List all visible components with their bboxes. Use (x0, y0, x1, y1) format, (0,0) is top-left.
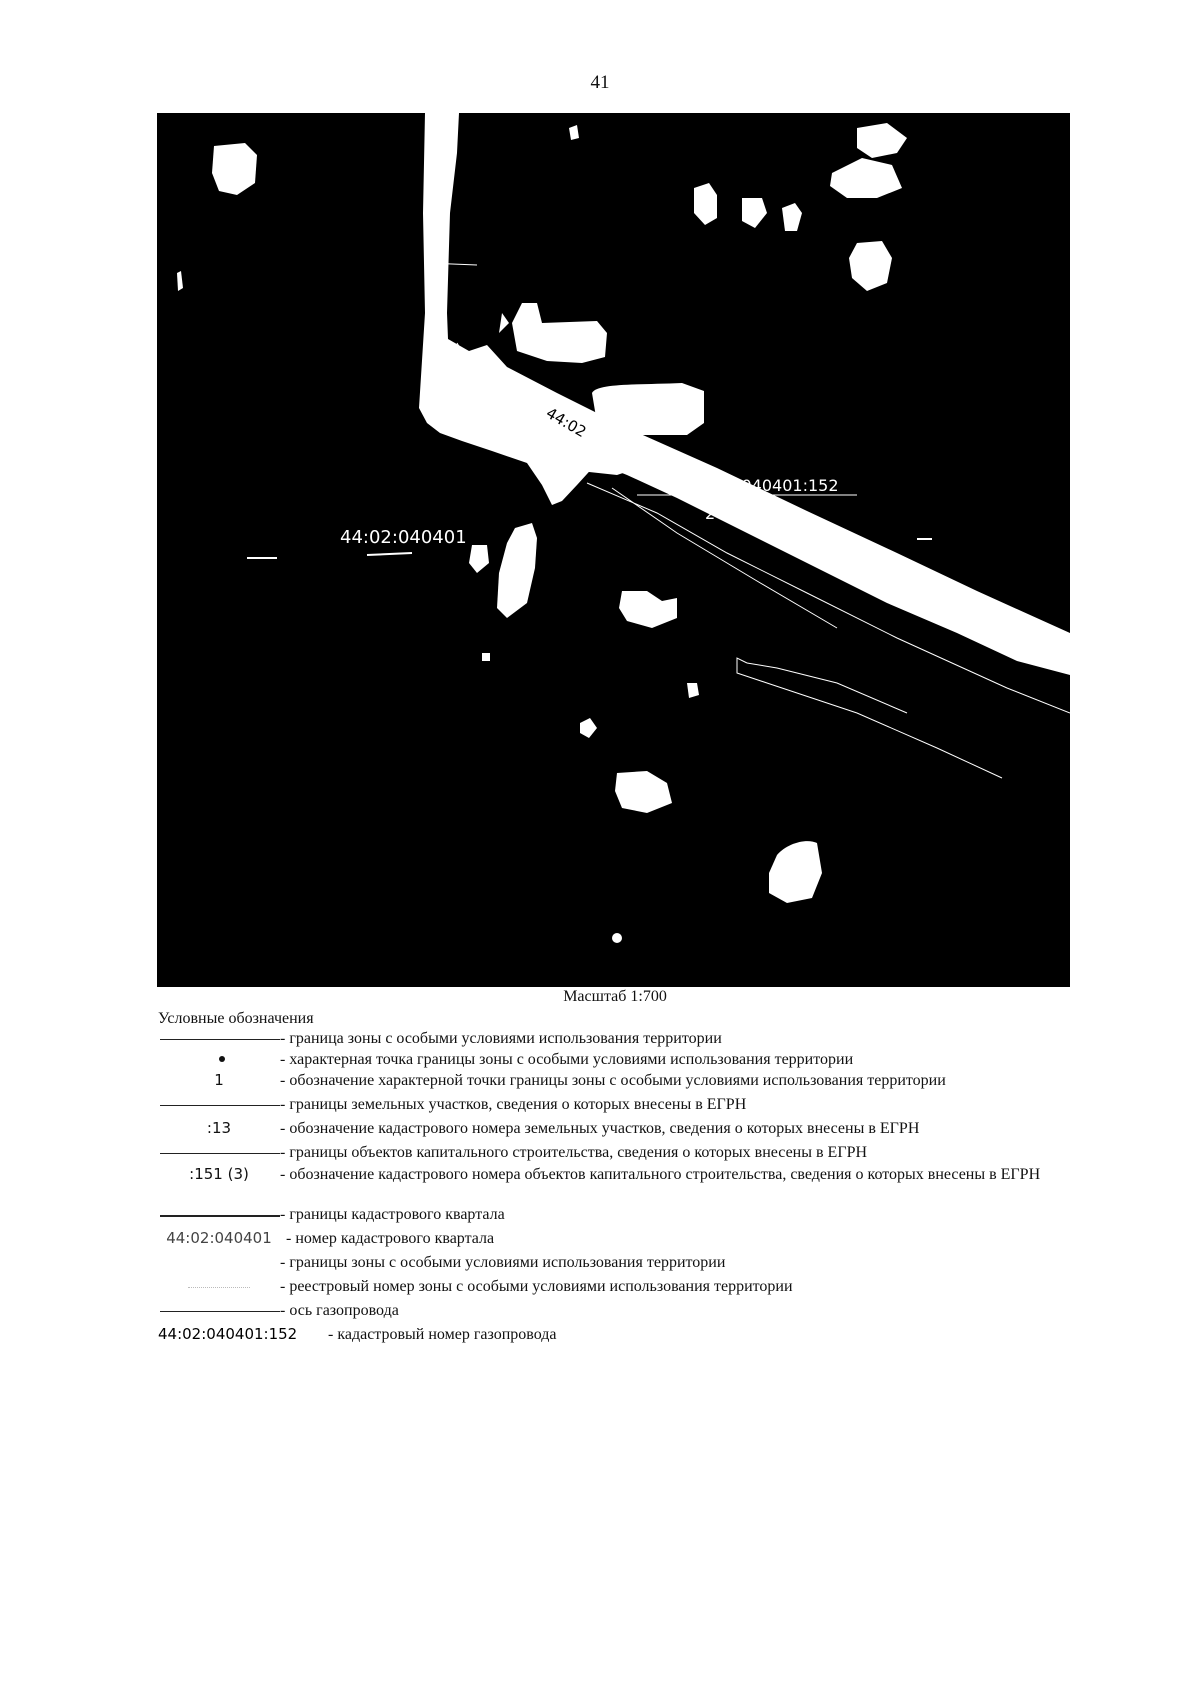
blob-building (857, 123, 907, 158)
building-number-symbol: :151 (3) (189, 1165, 249, 1183)
quarter-number-symbol: 44:02:040401 (166, 1229, 272, 1247)
legend-row-building-boundary (158, 1144, 1078, 1166)
zone-boundary (747, 663, 907, 713)
legend-text: - обозначение характерной точки границы зоны с особыми условиями использования территории (280, 1072, 946, 1089)
legend-row-parcel-boundary (158, 1096, 1078, 1120)
gas-axis-symbol (158, 1302, 280, 1319)
blob-building (615, 771, 672, 813)
zone-registry-symbol (158, 1278, 280, 1295)
legend-row-zone-point (158, 1051, 1078, 1072)
quarter-boundary (367, 553, 412, 555)
legend-text: - обозначение кадастрового номера объектов капитального строительства, сведения о которых внесены в ЕГРН (280, 1166, 1041, 1183)
blob-building (619, 591, 677, 628)
point-symbol (158, 1051, 280, 1068)
blob-building (580, 718, 597, 738)
blob-building (177, 271, 183, 291)
legend-text: - границы кадастрового квартала (280, 1206, 505, 1223)
zone-boundary-symbol (158, 1030, 280, 1047)
gas-pipeline-axis (587, 483, 1070, 713)
blob-building (849, 241, 892, 291)
cadastral-map (157, 113, 1070, 987)
blob-building (612, 933, 622, 943)
legend-text: - границы объектов капитального строительства, сведения о которых внесены в ЕГРН (280, 1144, 868, 1161)
legend-title: Условные обозначения (158, 1010, 314, 1027)
legend-row-zone-registry (158, 1278, 1078, 1302)
blob-building (499, 313, 509, 333)
legend-text: - ось газопровода (280, 1302, 399, 1319)
road-parcel-label: 44:02 (543, 403, 590, 442)
blob-building (694, 183, 717, 225)
blob-building (592, 383, 704, 435)
blob-building (769, 841, 822, 903)
pipeline-cadastral-label: 44:02:040401:152 (690, 476, 839, 495)
zone-boundary (737, 658, 1002, 778)
point-label-symbol: 1 (214, 1071, 224, 1089)
parcel-boundary-symbol (158, 1096, 280, 1113)
legend-row-quarter-number (158, 1230, 1078, 1254)
legend-row-pipeline-number (158, 1326, 1078, 1350)
pipeline-number-symbol: 44:02:040401:152 (158, 1325, 298, 1343)
page-number: 41 (590, 72, 610, 93)
building-boundary-symbol (158, 1144, 280, 1161)
legend-text: - номер кадастрового квартала (286, 1230, 495, 1247)
blob-building (782, 203, 802, 231)
blob-building (830, 158, 902, 198)
legend-text: - реестровый номер зоны с особыми условиями использования территории (280, 1278, 793, 1295)
blob-building (687, 683, 699, 698)
zone-point-number: 2 (705, 504, 716, 523)
zone-boundary-alt-symbol (158, 1254, 280, 1271)
legend-row-building-number (158, 1166, 1078, 1206)
legend-row-zone-boundary-alt (158, 1254, 1078, 1278)
parcel-number-symbol: :13 (206, 1119, 232, 1137)
quarter-boundary-symbol (158, 1206, 280, 1223)
legend-text: - граница зоны с особыми условиями использования территории (280, 1030, 722, 1047)
legend-text: - кадастровый номер газопровода (328, 1326, 557, 1343)
legend-text: - границы зоны с особыми условиями использования территории (280, 1254, 726, 1271)
blob-building (212, 143, 257, 195)
legend-text: - характерная точка границы зоны с особыми условиями использования территории (280, 1051, 854, 1068)
legend-row-zone-boundary (158, 1030, 1078, 1051)
legend-row-point-label (158, 1072, 1078, 1096)
map-scale: Масштаб 1:700 (563, 988, 667, 1005)
legend-text: - границы земельных участков, сведения о которых внесены в ЕГРН (280, 1096, 747, 1113)
blob-building (742, 198, 767, 228)
quarter-number-label: 44:02:040401 (340, 527, 467, 548)
blob-building (512, 303, 607, 363)
legend-text: - обозначение кадастрового номера земельных участков, сведения о которых внесены в ЕГРН (280, 1120, 920, 1137)
legend-row-parcel-number (158, 1120, 1078, 1144)
map-canvas (157, 113, 1070, 987)
blob-building (482, 653, 490, 661)
blob-building (497, 523, 537, 618)
blob-building (469, 545, 489, 573)
legend-row-quarter-boundary (158, 1206, 1078, 1230)
legend (158, 1030, 1078, 1350)
blob-building (569, 125, 579, 140)
legend-row-gas-axis (158, 1302, 1078, 1326)
